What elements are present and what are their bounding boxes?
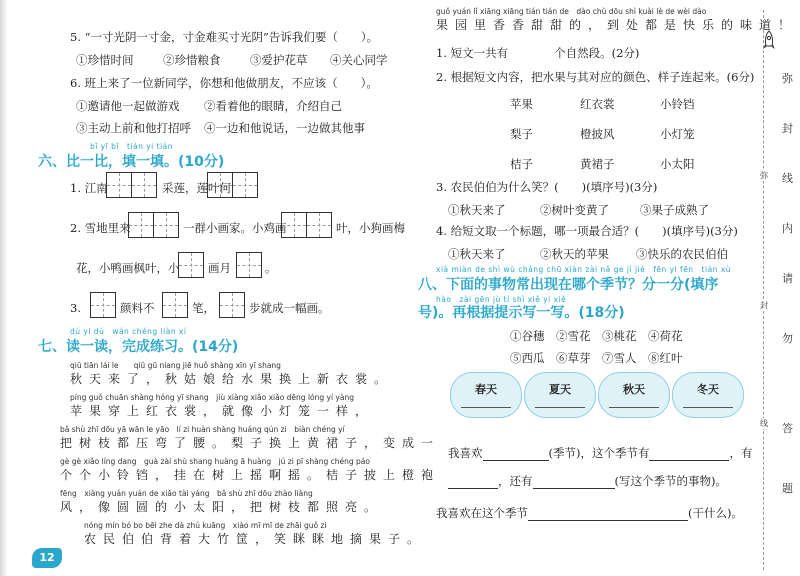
- page-edge: [0, 0, 8, 576]
- tianzi-box[interactable]: [131, 172, 157, 198]
- write-line-1: [448, 446, 752, 461]
- section-7-pinyin: dú yi dú wán chéng liàn xí: [70, 327, 187, 336]
- margin-small-char: 弥: [760, 171, 768, 180]
- rocket-icon: [762, 30, 776, 52]
- margin-char: 勿: [782, 332, 793, 345]
- season-box-spring[interactable]: [450, 372, 522, 418]
- section-8-title-2: 号)。再根据提示写一写。(18分): [418, 305, 625, 321]
- fill-2-text-c: 叶，小狗画梅: [336, 221, 405, 235]
- tianzi-box[interactable]: [162, 292, 188, 318]
- q6-option-4: ④一边和他说话，一边做其他事: [204, 121, 365, 135]
- binding-margin: [752, 0, 800, 576]
- write-line-3: [436, 506, 743, 521]
- question-5: 5. “一寸光阴一寸金，寸金难买寸光阴”告诉我们要（ ）。: [70, 30, 379, 44]
- q5-option-3: ③爱护花草: [250, 53, 308, 67]
- passage-pinyin: qiū tiān lái le qiū gū niang jiē huǒ shàng xīn yī shang: [70, 361, 281, 370]
- fill-1-label: 1. 江南: [70, 181, 108, 195]
- tianzi-box[interactable]: [232, 172, 258, 198]
- write-text: 我喜欢在这个季节: [436, 506, 528, 520]
- match-cell: 苹果: [510, 97, 533, 111]
- tianzi-box[interactable]: [178, 252, 204, 278]
- question-2: 2. 根据短文内容，把水果与其对应的颜色、样子连起来。(6分): [436, 70, 755, 84]
- q5-option-1: ①珍惜时间: [76, 53, 134, 67]
- season-box-autumn[interactable]: [598, 372, 670, 418]
- tianzi-box[interactable]: [153, 212, 179, 238]
- season-label: 夏天: [549, 383, 571, 396]
- q3-option-3: ③果子成熟了: [640, 203, 709, 217]
- margin-char: 封: [782, 122, 793, 135]
- page-number: 12: [32, 548, 62, 568]
- answer-line[interactable]: [461, 407, 511, 408]
- passage-pinyin: píng guǒ chuān shàng hóng yī shang jiù xiàng xiǎo xiǎo dēng lóng yí yàng: [70, 393, 354, 402]
- passage-line: 秋天来了，秋姑娘给水果换上新衣裳。: [70, 372, 394, 386]
- fill-1-text: 采莲，莲叶何: [162, 181, 231, 195]
- season-item: ⑤西瓜: [510, 351, 545, 365]
- passage-pinyin: fēng xiàng yuán yuán de xiǎo tài yáng bǎ shù zhī dōu zhào liàng: [60, 489, 313, 498]
- question-6: 6. 班上来了一位新同学，你想和他做朋友，不应该（ ）。: [70, 76, 378, 90]
- q3-option-2: ②树叶变黄了: [540, 203, 609, 217]
- section-8-pinyin-2: hào zài gēn jù tí shì xiě yi xiě: [436, 295, 567, 304]
- answer-blank[interactable]: [483, 448, 549, 461]
- season-label: 秋天: [623, 383, 645, 396]
- match-cell: 橙披风: [580, 127, 615, 141]
- q6-option-1: ①邀请他一起做游戏: [76, 99, 180, 113]
- passage-line: 果园里香香甜甜的，到处都是快乐的味道！: [436, 18, 798, 32]
- match-cell: 小灯笼: [660, 127, 695, 141]
- margin-char: 请: [782, 272, 793, 285]
- fill-2-text-f: 。: [265, 261, 277, 275]
- tianzi-box[interactable]: [90, 292, 116, 318]
- passage-pinyin: nóng mín bó bo bēi zhe dà zhú kuāng xiào mī mī de zhāi guǒ zi: [84, 521, 327, 530]
- write-line-2: [448, 474, 727, 489]
- write-text: ，还有: [498, 474, 533, 488]
- season-box-summer[interactable]: [524, 372, 596, 418]
- answer-blank[interactable]: [528, 508, 688, 521]
- fill-3-label: 3.: [70, 301, 81, 315]
- tianzi-box[interactable]: [219, 292, 245, 318]
- fill-2-text-d: 花，小鸭画枫叶，小: [76, 261, 180, 275]
- answer-line[interactable]: [683, 407, 733, 408]
- fill-3-text-d: 步就成一幅画。: [249, 301, 330, 315]
- season-item: ②雪花: [556, 329, 591, 343]
- answer-blank[interactable]: [649, 448, 729, 461]
- match-cell: 红衣裳: [580, 97, 615, 111]
- season-item: ①谷穗: [510, 329, 545, 343]
- section-8-title: 八、下面的事物常出现在哪个季节？分一分(填序: [418, 277, 719, 293]
- season-label: 春天: [475, 383, 497, 396]
- fill-3-text-b: 颜料不: [120, 301, 155, 315]
- passage-line: 农民伯伯背着大竹筐，笑眯眯地摘果子。: [84, 532, 427, 546]
- answer-blank[interactable]: [448, 476, 498, 489]
- season-item: ③桃花: [602, 329, 637, 343]
- margin-char: 弥: [782, 72, 793, 85]
- write-text: (干什么)。: [688, 506, 743, 520]
- q4-option-3: ③快乐的农民伯伯: [636, 247, 728, 261]
- answer-line[interactable]: [535, 407, 585, 408]
- cut-line: [763, 10, 764, 570]
- season-box-winter[interactable]: [672, 372, 744, 418]
- season-label: 冬天: [697, 383, 719, 396]
- q3-option-1: ①秋天来了: [448, 203, 506, 217]
- section-6-title: 六、比一比，填一填。(10分): [38, 154, 225, 170]
- q6-option-2: ②看着他的眼睛，介绍自己: [204, 99, 342, 113]
- write-text: (写这个季节的事物)。: [614, 474, 727, 488]
- margin-small-char: 线: [760, 419, 768, 428]
- q6-option-3: ③主动上前和他打招呼: [76, 121, 191, 135]
- passage-pinyin: bǎ shù zhī dōu yā wān le yāo lí zi huàn shàng huáng qún zi biàn chéng yí: [60, 425, 345, 434]
- margin-char: 内: [782, 222, 793, 235]
- passage-pinyin: guǒ yuán lǐ xiāng xiāng tián tián de dào chù dōu shì kuài lè de wèi dào: [436, 7, 707, 16]
- passage-line: 把树枝都压弯了腰。梨子换上黄裙子，变成一: [60, 436, 441, 450]
- q4-option-1: ①秋天来了: [448, 247, 506, 261]
- margin-char: 题: [782, 482, 793, 495]
- question-3: 3. 农民伯伯为什么笑？( )(填序号)(3分): [436, 180, 658, 194]
- margin-small-char: 封: [760, 301, 768, 310]
- season-item: ⑦雪人: [602, 351, 637, 365]
- passage-line: 风，像圆圆的小太阳，把树枝都照亮。: [60, 500, 384, 514]
- tianzi-box[interactable]: [281, 212, 307, 238]
- match-cell: 梨子: [510, 127, 533, 141]
- tianzi-box[interactable]: [236, 252, 262, 278]
- q5-option-4: ④关心同学: [330, 53, 388, 67]
- season-item: ⑥草芽: [556, 351, 591, 365]
- tianzi-box[interactable]: [106, 172, 132, 198]
- match-cell: 黄裙子: [580, 157, 615, 171]
- write-text: ，有: [729, 446, 753, 460]
- write-text: 我喜欢: [448, 446, 483, 460]
- tianzi-box[interactable]: [207, 172, 233, 198]
- tianzi-box[interactable]: [306, 212, 332, 238]
- passage-line: 个个小铃铛，挂在树上摇啊摇。桔子披上橙袍: [60, 468, 441, 482]
- question-1: 1. 短文一共有 个自然段。(2分): [436, 46, 640, 60]
- passage-line: 苹果穿上红衣裳，就像小灯笼一样，: [70, 404, 375, 418]
- margin-char: 答: [782, 422, 793, 435]
- passage-pinyin: gè gè xiǎo líng dang guà zài shù shang huàng ā huàng jú zi pī shàng chéng páo: [60, 457, 370, 466]
- match-cell: 小铃铛: [660, 97, 695, 111]
- section-8-pinyin: xià miàn de shì wù cháng chū xiàn zài nǎ ge jì jié fēn yi fēn tián xù: [436, 265, 732, 274]
- season-item: ④荷花: [648, 329, 683, 343]
- question-4: 4. 给短文取一个标题，哪一项最合适？( )(填序号)(3分): [436, 224, 738, 238]
- fill-2-text-b: 一群小画家。小鸡画: [183, 221, 287, 235]
- season-item: ⑧红叶: [648, 351, 683, 365]
- q5-option-2: ②珍惜粮食: [163, 53, 221, 67]
- q4-option-2: ②秋天的苹果: [540, 247, 609, 261]
- fill-2-text-e: 画月: [208, 261, 231, 275]
- answer-line[interactable]: [609, 407, 659, 408]
- tianzi-box[interactable]: [128, 212, 154, 238]
- fill-2-text-a: 2. 雪地里来: [70, 221, 131, 235]
- section-7-title: 七、读一读，完成练习。(14分): [38, 339, 239, 355]
- write-text: (季节)，这个季节有: [548, 446, 650, 460]
- fill-3-text-c: 笔，: [192, 301, 215, 315]
- margin-char: 线: [782, 172, 793, 185]
- match-cell: 小太阳: [660, 157, 695, 171]
- match-cell: 桔子: [510, 157, 533, 171]
- section-6-pinyin: bǐ yī bǐ tián yi tián: [90, 142, 174, 151]
- answer-blank[interactable]: [533, 476, 615, 489]
